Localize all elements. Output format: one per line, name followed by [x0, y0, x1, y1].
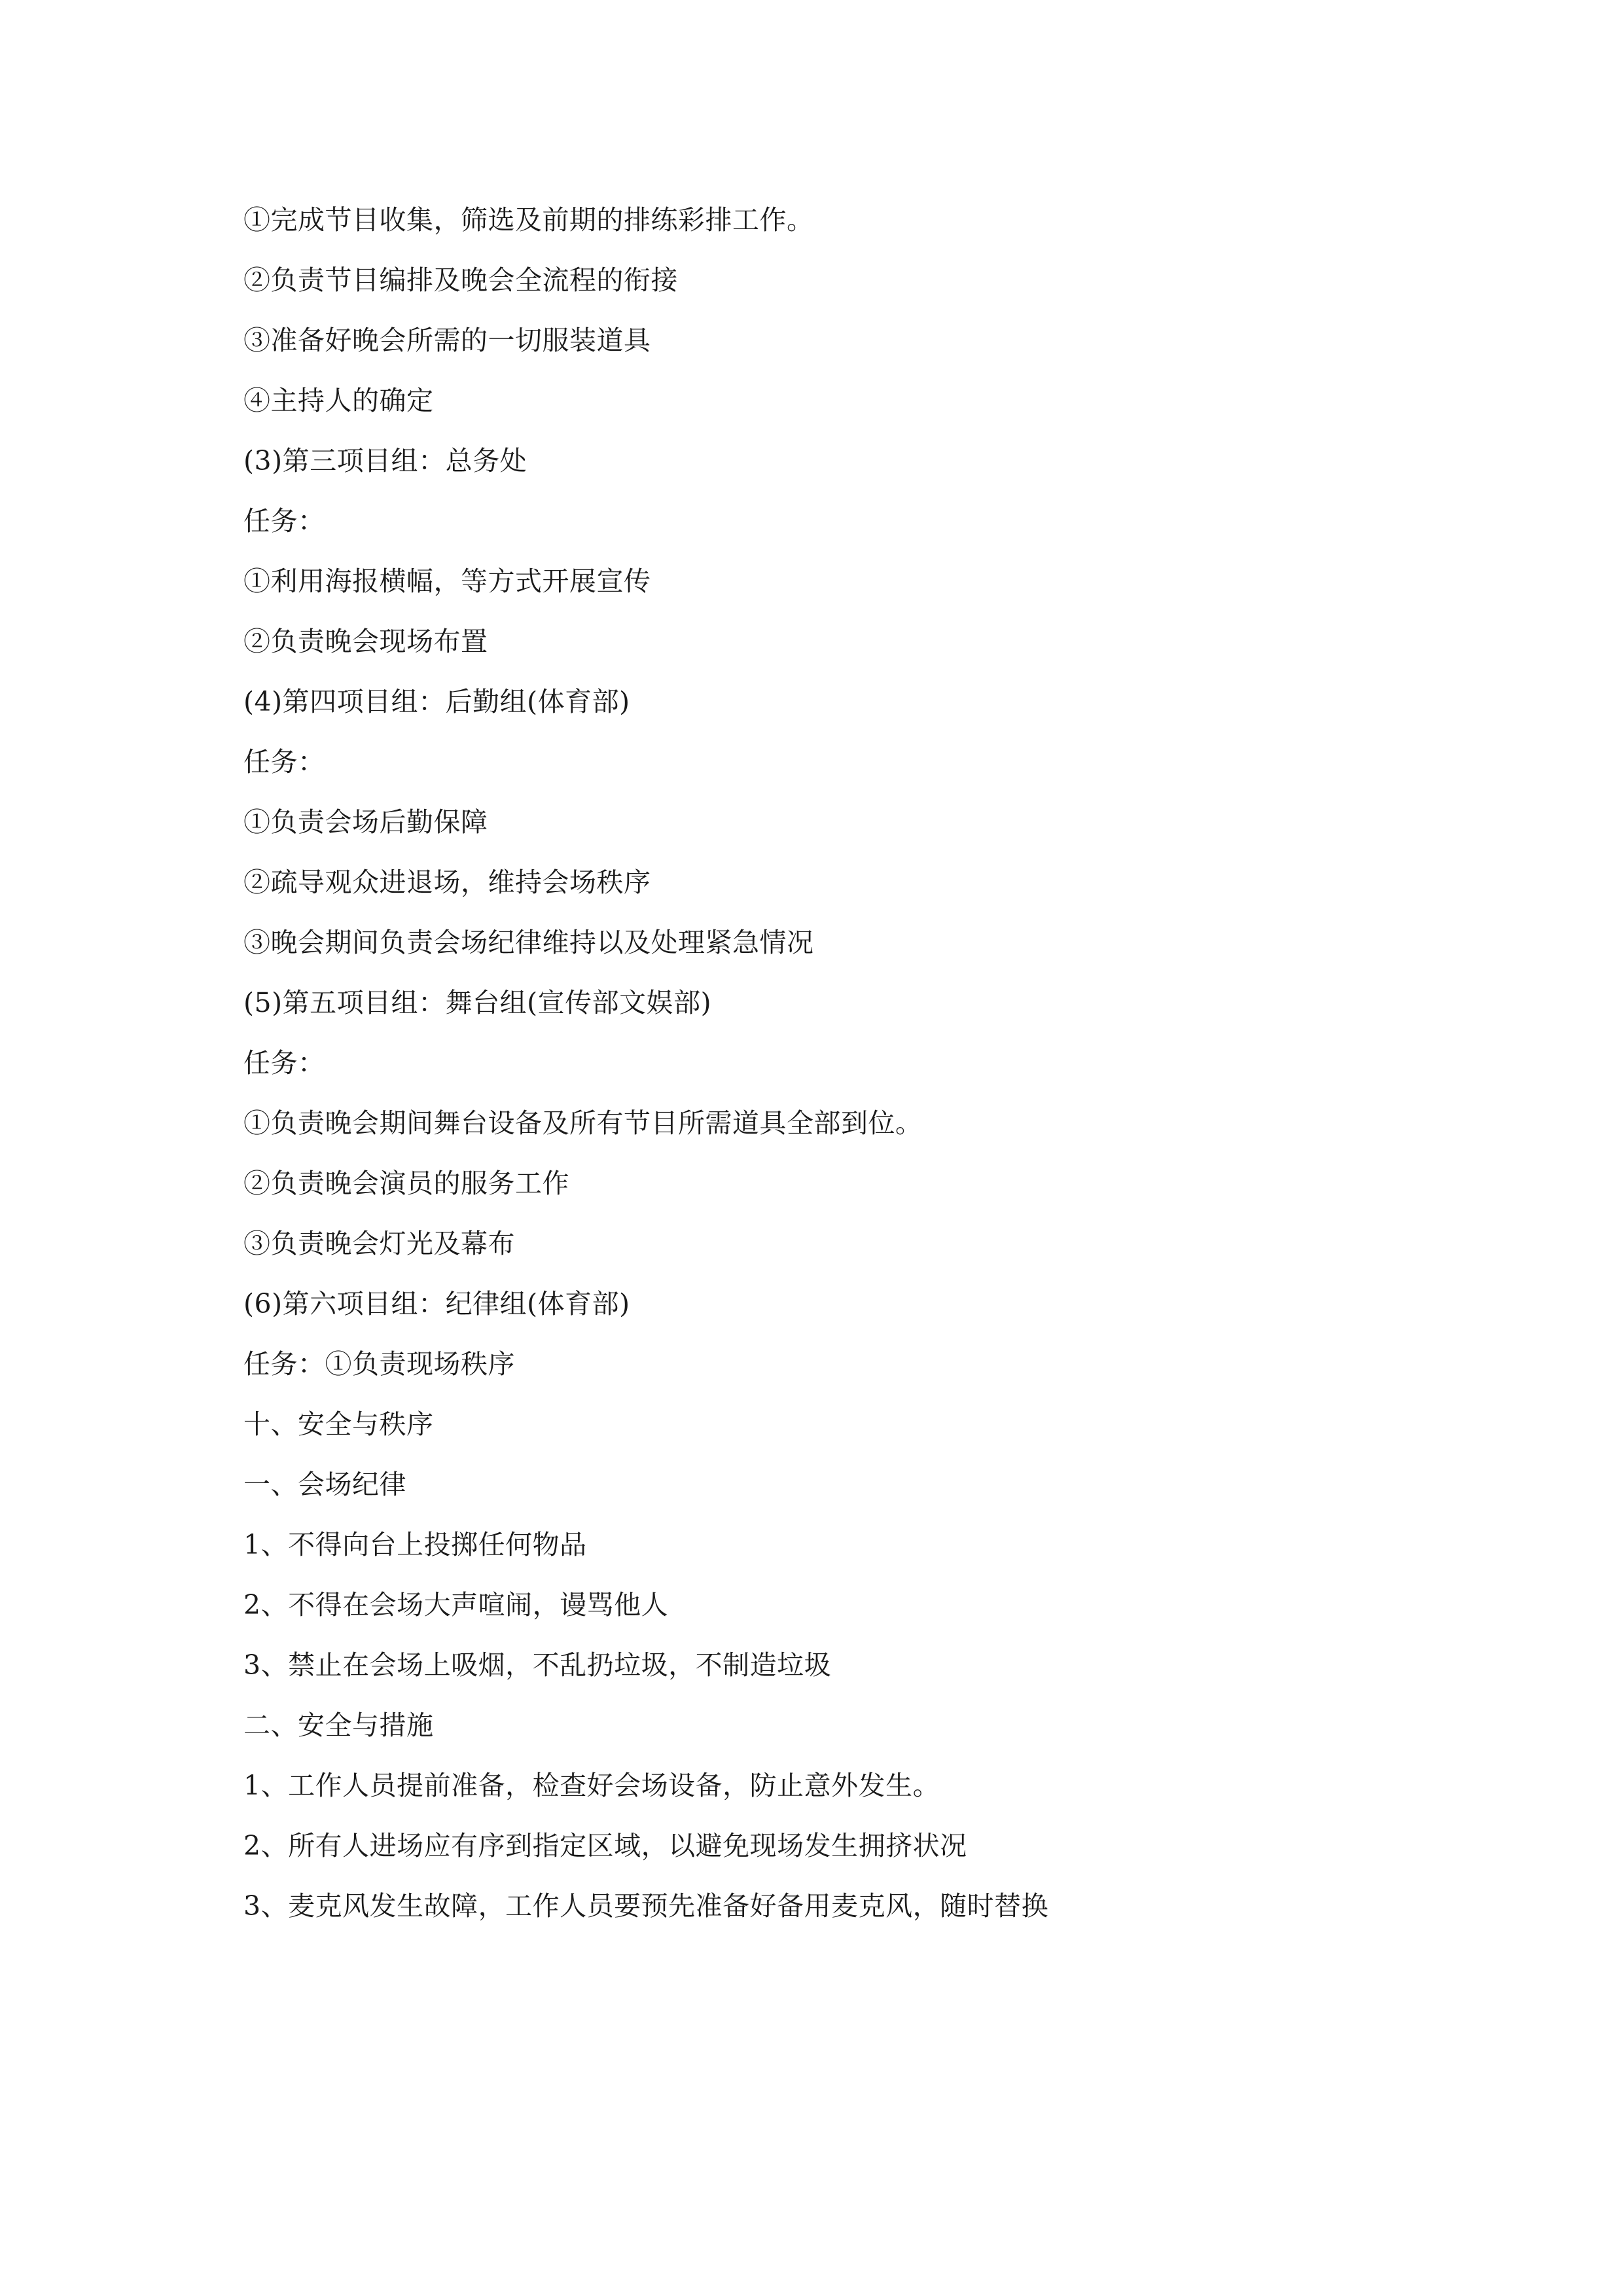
- document-line: 十、安全与秩序: [243, 1408, 434, 1440]
- document-line: ②负责晚会演员的服务工作: [243, 1168, 569, 1199]
- document-line: 一、会场纪律: [243, 1469, 406, 1500]
- document-line: 任务：①负责现场秩序: [243, 1348, 515, 1380]
- document-line: ②疏导观众进退场，维持会场秩序: [243, 867, 651, 898]
- document-line: 3、麦克风发生故障，工作人员要预先准备好备用麦克风，随时替换: [243, 1890, 1049, 1922]
- document-line: ④主持人的确定: [243, 385, 434, 416]
- document-line: 2、不得在会场大声喧闹，谩骂他人: [243, 1589, 669, 1621]
- document-line: 1、不得向台上投掷任何物品: [243, 1529, 587, 1560]
- document-line: 3、禁止在会场上吸烟，不乱扔垃圾，不制造垃圾: [243, 1649, 832, 1681]
- document-line: (4)第四项目组：后勤组(体育部): [243, 686, 630, 717]
- document-line: ①负责晚会期间舞台设备及所有节目所需道具全部到位。: [243, 1107, 923, 1139]
- document-line: ①利用海报横幅，等方式开展宣传: [243, 565, 651, 597]
- document-line: ③准备好晚会所需的一切服装道具: [243, 325, 651, 356]
- document-line: ②负责节目编排及晚会全流程的衔接: [243, 264, 678, 296]
- document-line: (3)第三项目组：总务处: [243, 445, 527, 476]
- document-line: (6)第六项目组：纪律组(体育部): [243, 1288, 630, 1319]
- document-line: ②负责晚会现场布置: [243, 626, 488, 657]
- document-line: ③负责晚会灯光及幕布: [243, 1228, 515, 1259]
- document-line: 1、工作人员提前准备，检查好会场设备，防止意外发生。: [243, 1770, 940, 1801]
- document-line: 任务：: [243, 746, 325, 778]
- document-line: 二、安全与措施: [243, 1710, 434, 1741]
- document-line: 任务：: [243, 1047, 325, 1079]
- document-line: ③晚会期间负责会场纪律维持以及处理紧急情况: [243, 927, 814, 958]
- document-line: ①完成节目收集，筛选及前期的排练彩排工作。: [243, 204, 814, 236]
- document-line: ①负责会场后勤保障: [243, 806, 488, 838]
- document-line: 2、所有人进场应有序到指定区域，以避免现场发生拥挤状况: [243, 1830, 967, 1861]
- document-body: [243, 190, 1395, 1936]
- document-line: (5)第五项目组：舞台组(宣传部文娱部): [243, 987, 712, 1018]
- document-line: 任务：: [243, 505, 325, 537]
